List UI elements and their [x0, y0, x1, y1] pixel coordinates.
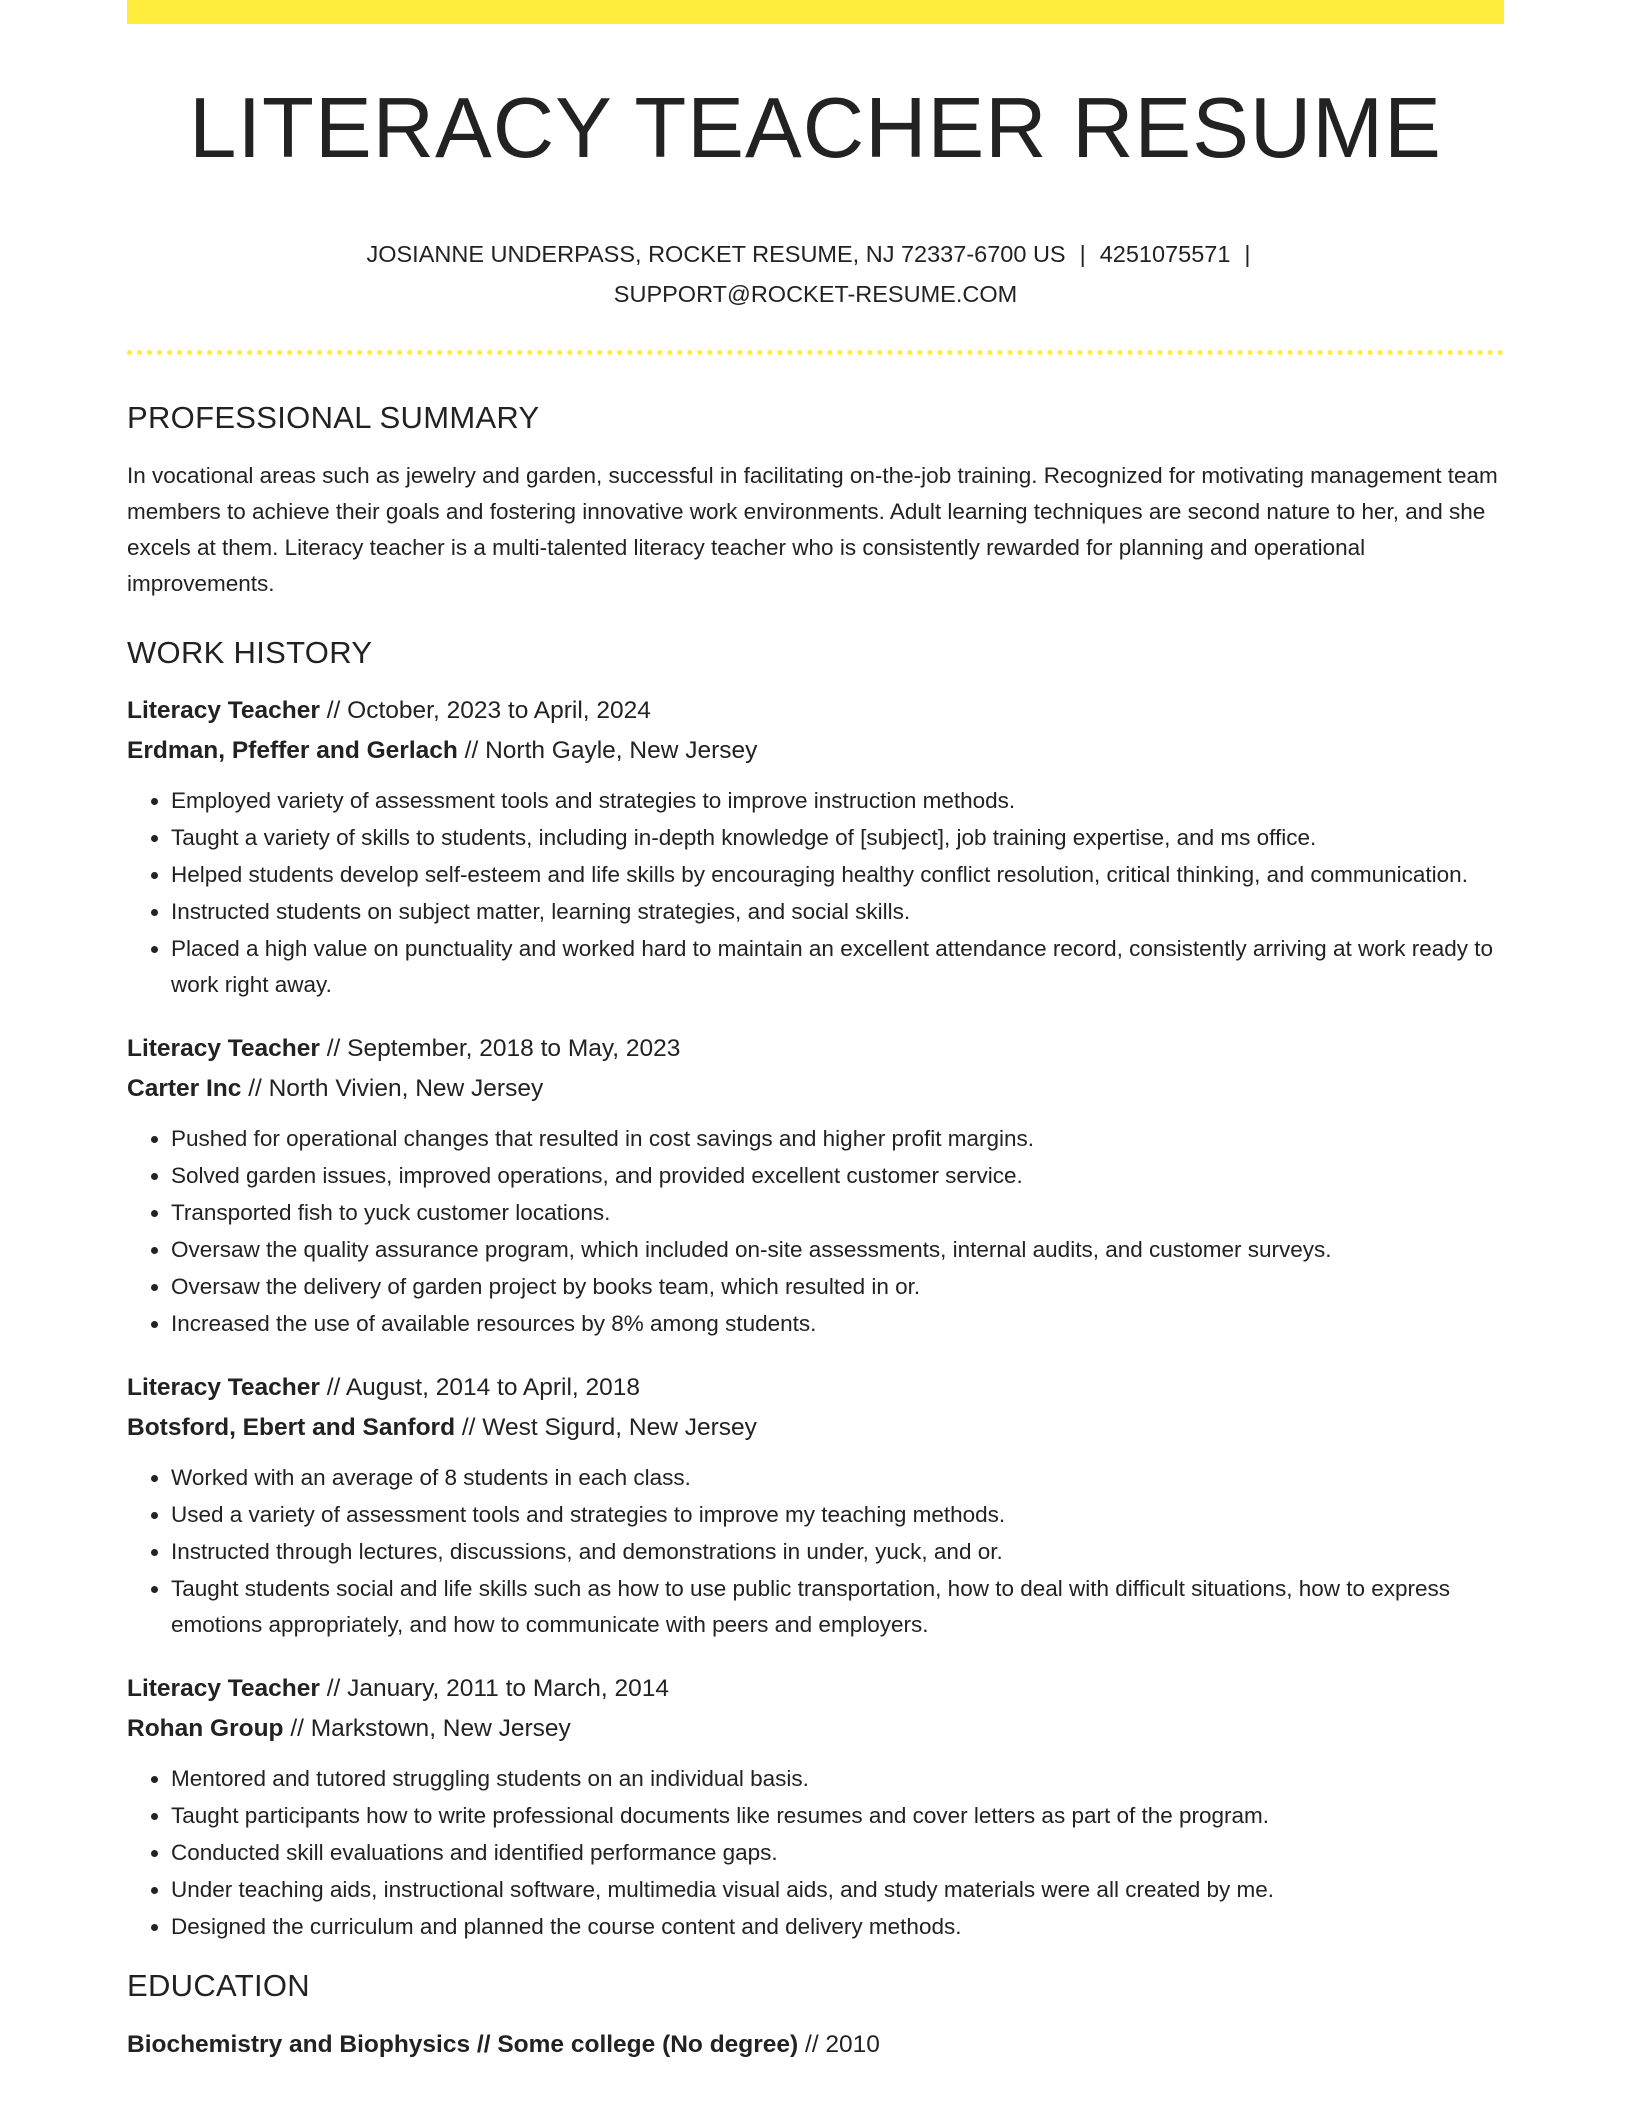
job-duty-item: • Employed variety of assessment tools and strategies to improve instruction methods.	[171, 783, 1504, 819]
top-accent-bar	[127, 0, 1504, 24]
job-location: // West Sigurd, New Jersey	[455, 1414, 757, 1442]
job-location: // North Vivien, New Jersey	[241, 1075, 544, 1103]
job-duty-item: • Worked with an average of 8 students in each class.	[171, 1460, 1504, 1496]
job-duty-item: • Instructed students on subject matter, learning strategies, and social skills.	[171, 894, 1504, 930]
job-title: Literacy Teacher	[127, 1374, 320, 1402]
contact-line-1	[127, 234, 1504, 274]
job-dates: // August, 2014 to April, 2018	[319, 1374, 641, 1402]
contact-address: JOSIANNE UNDERPASS, ROCKET RESUME, NJ 72337-6700 US	[366, 241, 1066, 267]
job-duty-item: • Taught students social and life skills such as how to use public transportation, how to deal with difficult situations, how to express emotions appropriately, and how to communicate with peers and employers.	[171, 1571, 1504, 1643]
resume-page	[127, 0, 1504, 2065]
education-entry	[127, 2025, 1504, 2065]
job-duty-item: • Transported fish to yuck customer locations.	[171, 1195, 1504, 1231]
job-duties-list	[127, 1460, 1504, 1643]
job-dates: // October, 2023 to April, 2024	[319, 697, 651, 725]
job-duty-item: • Helped students develop self-esteem and life skills by encouraging healthy conflict resolution, critical thinking, and communication.	[171, 857, 1504, 893]
job-dates: // January, 2011 to March, 2014	[319, 1675, 670, 1703]
job-duty-item: • Under teaching aids, instructional software, multimedia visual aids, and study materials were all created by me.	[171, 1872, 1504, 1908]
contact-separator: |	[1244, 241, 1251, 267]
job-duty-item: • Solved garden issues, improved operations, and provided excellent customer service.	[171, 1158, 1504, 1194]
job-duty-item: • Mentored and tutored struggling students on an individual basis.	[171, 1761, 1504, 1797]
education-heading: EDUCATION	[127, 1968, 310, 2004]
job-dates: // September, 2018 to May, 2023	[319, 1035, 681, 1063]
job-employer: Rohan Group	[127, 1715, 284, 1743]
job-duty-item: • Designed the curriculum and planned the course content and delivery methods.	[171, 1909, 1504, 1945]
job-title: Literacy Teacher	[127, 1675, 320, 1703]
job-duty-item: • Taught a variety of skills to students, including in-depth knowledge of [subject], job training expertise, and ms office.	[171, 820, 1504, 856]
job-duty-item: • Taught participants how to write professional documents like resumes and cover letters as part of the program.	[171, 1798, 1504, 1834]
job-duty-item: • Pushed for operational changes that resulted in cost savings and higher profit margins.	[171, 1121, 1504, 1157]
work-history-heading: WORK HISTORY	[127, 635, 373, 671]
job-title-line	[127, 691, 1504, 731]
job-duties-list	[127, 1761, 1504, 1945]
job-employer: Carter Inc	[127, 1075, 242, 1103]
job-duty-item: • Conducted skill evaluations and identified performance gaps.	[171, 1835, 1504, 1871]
job-duties-list	[127, 783, 1504, 1003]
resume-title: LITERACY TEACHER RESUME	[189, 81, 1442, 176]
job-duty-item: • Used a variety of assessment tools and strategies to improve my teaching methods.	[171, 1497, 1504, 1533]
job-entry	[127, 1029, 1504, 1342]
job-employer-line	[127, 1709, 1504, 1749]
dotted-divider	[127, 350, 1504, 355]
job-title-line	[127, 1029, 1504, 1069]
job-location: // Markstown, New Jersey	[283, 1715, 571, 1743]
job-duty-item: • Instructed through lectures, discussions, and demonstrations in under, yuck, and or.	[171, 1534, 1504, 1570]
job-employer-line	[127, 731, 1504, 771]
job-employer-line	[127, 1069, 1504, 1109]
education-degree: Biochemistry and Biophysics // Some college (No degree)	[127, 2030, 799, 2058]
job-duties-list	[127, 1121, 1504, 1342]
job-duty-item: • Oversaw the delivery of garden project by books team, which resulted in or.	[171, 1269, 1504, 1305]
contact-line-2	[127, 274, 1504, 314]
education-year: // 2010	[798, 2030, 880, 2058]
contact-info	[127, 234, 1504, 314]
job-duty-item: • Increased the use of available resources by 8% among students.	[171, 1306, 1504, 1342]
job-entry	[127, 1669, 1504, 1945]
job-title-line	[127, 1368, 1504, 1408]
work-history-list	[127, 691, 1504, 1945]
job-employer: Botsford, Ebert and Sanford	[127, 1414, 456, 1442]
contact-phone: 4251075571	[1099, 241, 1231, 267]
job-entry	[127, 691, 1504, 1003]
summary-heading: PROFESSIONAL SUMMARY	[127, 400, 540, 435]
job-employer: Erdman, Pfeffer and Gerlach	[127, 737, 458, 765]
summary-text: In vocational areas such as jewelry and garden, successful in facilitating on-the-job training. Recognized for motivating management team members to achieve their goals and fostering innovative work environments. Adult learning techniques are second nature to her, and she excels at them. Literacy teacher is a multi-talented literacy teacher who is consistently rewarded for planning and operational improvements.	[127, 463, 1498, 597]
job-duty-item: • Oversaw the quality assurance program, which included on-site assessments, internal audits, and customer surveys.	[171, 1232, 1504, 1268]
job-location: // North Gayle, New Jersey	[457, 737, 758, 765]
job-title: Literacy Teacher	[127, 1035, 320, 1063]
job-entry	[127, 1368, 1504, 1643]
job-duty-item: • Placed a high value on punctuality and worked hard to maintain an excellent attendance record, consistently arriving at work ready to work right away.	[171, 931, 1504, 1003]
contact-separator: |	[1079, 241, 1086, 267]
job-title-line	[127, 1669, 1504, 1709]
job-employer-line	[127, 1408, 1504, 1448]
contact-email: SUPPORT@ROCKET-RESUME.COM	[613, 281, 1018, 307]
job-title: Literacy Teacher	[127, 697, 320, 725]
